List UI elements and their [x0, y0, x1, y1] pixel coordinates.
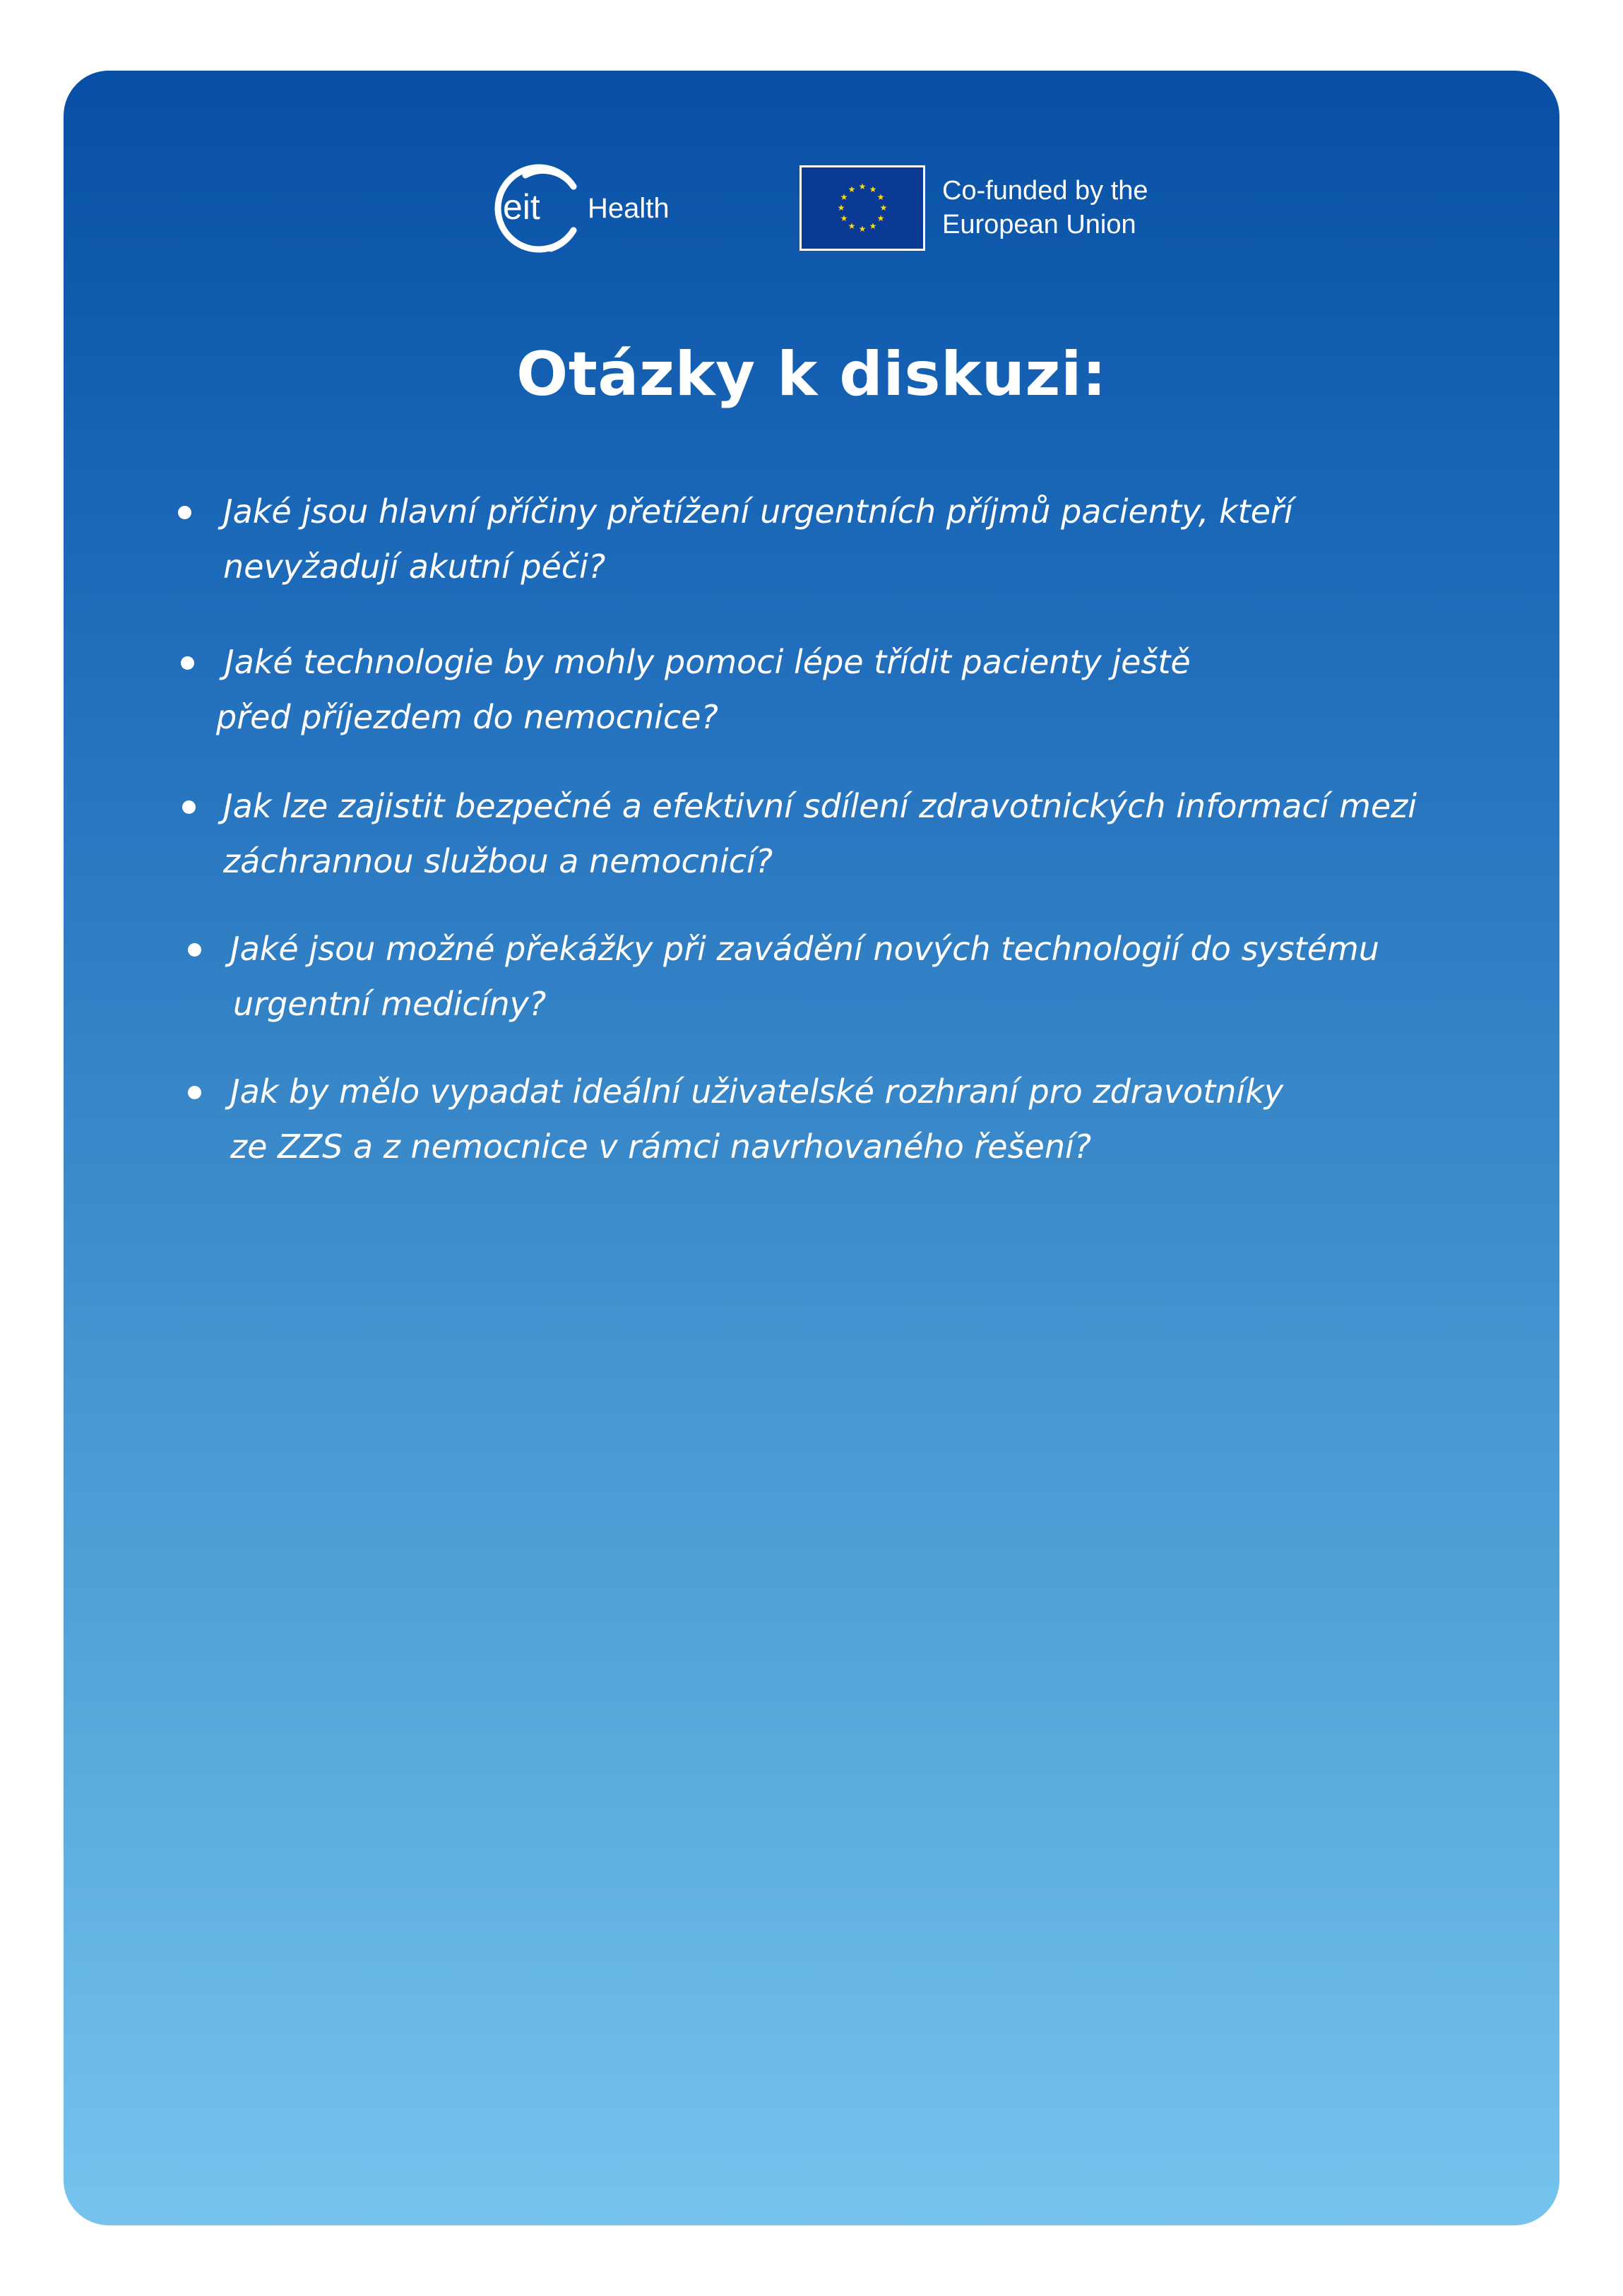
question-2-line-2: před příjezdem do nemocnice? — [216, 698, 718, 736]
question-3-line-2: záchrannou službou a nemocnicí? — [223, 842, 773, 880]
question-1-line-1: Jaké jsou hlavní příčiny přetížení urgentních příjmů pacienty, kteří — [223, 492, 1293, 531]
question-2-line-1: Jaké technologie by mohly pomoci lépe třídit pacienty ještě — [225, 643, 1191, 681]
question-item-4 — [188, 921, 1379, 1031]
eit-health-logo — [483, 155, 716, 261]
logo-bar — [64, 155, 1559, 268]
question-5-line-2: ze ZZS a z nemocnice v rámci navrhovaného řešení? — [230, 1128, 1092, 1166]
eit-health-wordmark: Health — [588, 193, 670, 224]
eu-funding-label — [942, 174, 1148, 242]
question-item-5 — [188, 1064, 1283, 1174]
eu-funding-line-1: Co-funded by the — [942, 176, 1148, 206]
bullet-dot — [182, 800, 196, 814]
eu-funding-line-2: European Union — [942, 210, 1136, 239]
eit-wordmark: eit — [503, 187, 540, 227]
question-5-line-1: Jak by mělo vypadat ideální uživatelské rozhraní pro zdravotníky — [230, 1072, 1284, 1111]
page-title: Otázky k diskuzi: — [516, 339, 1107, 410]
question-item-1 — [178, 484, 1293, 594]
bullet-dot — [178, 506, 191, 519]
svg-text:★: ★ — [869, 184, 877, 194]
question-item-3 — [182, 779, 1417, 889]
question-item-2 — [181, 634, 1191, 745]
question-4-line-1: Jaké jsou možné překážky při zavádění nových technologií do systému — [230, 930, 1379, 968]
content-card — [64, 71, 1559, 2225]
question-4-line-2: urgentní medicíny? — [233, 985, 547, 1023]
svg-text:★: ★ — [848, 184, 856, 194]
svg-text:★: ★ — [840, 192, 848, 202]
svg-text:★: ★ — [848, 221, 856, 231]
svg-text:★: ★ — [876, 213, 885, 223]
svg-text:★: ★ — [876, 192, 885, 202]
eu-flag-icon — [799, 165, 925, 251]
svg-text:★: ★ — [858, 224, 867, 234]
question-1-line-2: nevyžadují akutní péči? — [223, 548, 606, 586]
svg-text:★: ★ — [837, 203, 845, 213]
svg-text:★: ★ — [879, 203, 888, 213]
bullet-dot — [181, 656, 194, 670]
bullet-dot — [188, 1086, 201, 1099]
bullet-dot — [188, 943, 201, 957]
svg-text:★: ★ — [858, 182, 867, 191]
svg-text:★: ★ — [869, 221, 877, 231]
question-3-line-1: Jak lze zajistit bezpečné a efektivní sdílení zdravotnických informací mezi — [223, 787, 1417, 825]
svg-text:★: ★ — [840, 213, 848, 223]
